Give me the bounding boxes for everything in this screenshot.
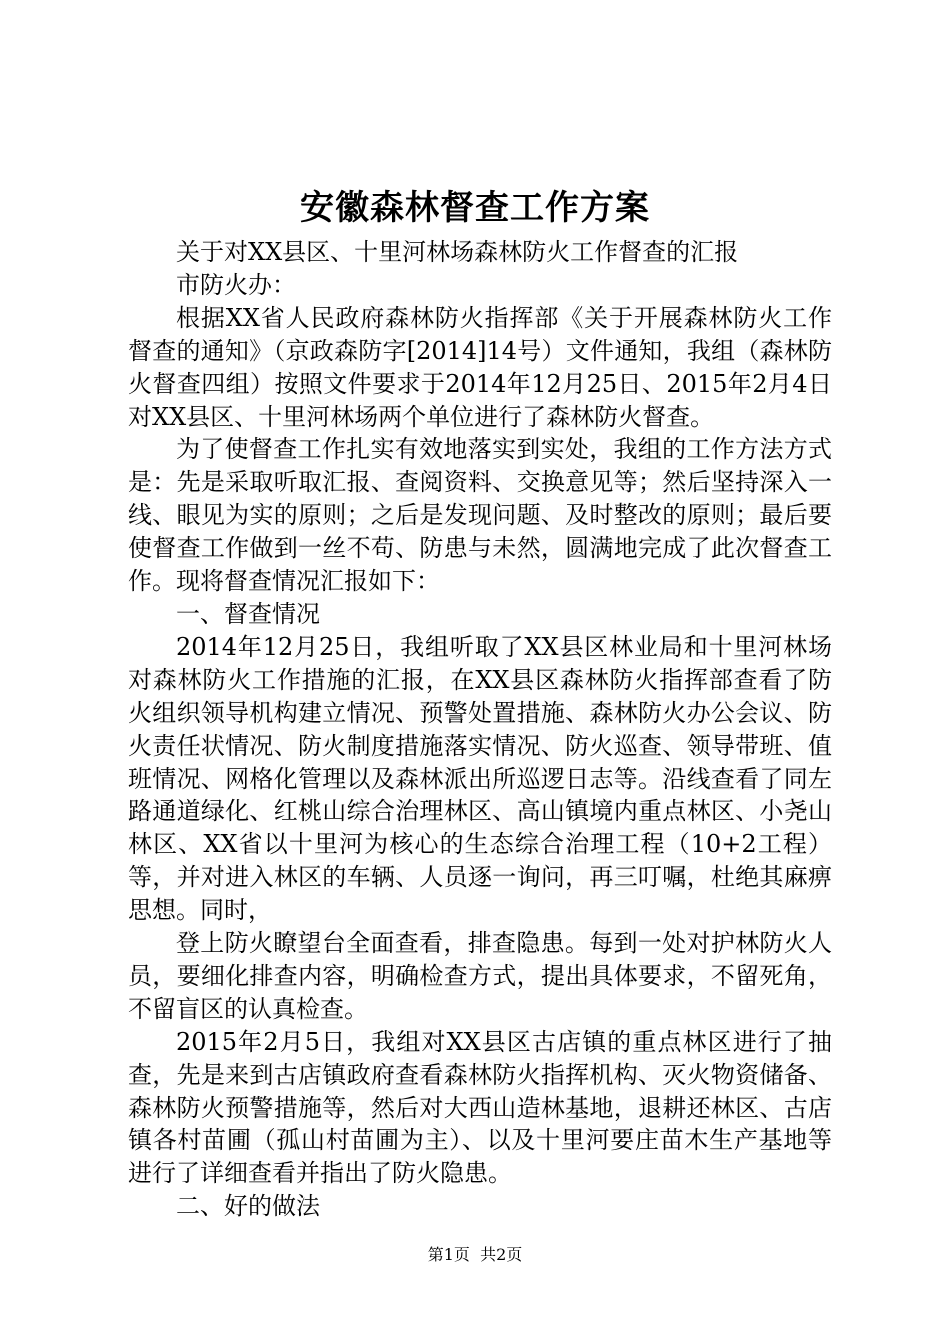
section-heading-2: 二、好的做法 (176, 1192, 320, 1221)
paragraph-inspection-dec: 2014年12月25日，我组听取了XX县区林业局和十里河林场对森林防火工作措施的汇报，在XX县区森林防火指挥部查看了防火组织领导机构建立情况、预警处置措施、森林防火办公会议、防火责任状情况、防火制度措施落实情况、防火巡查、领导带班、值班情况、网格化管理以及森林派出所巡逻日志等。沿线查看了同左路通道绿化、红桃山综合治理林区、高山镇境内重点林区、小尧山林区、XX省以十里河为核心的生态综合治理工程（10+2工程）等，并对进入林区的车辆、人员逐一询问，再三叮嘱，杜绝其麻痹思想。同时， (128, 632, 832, 925)
report-heading: 关于对XX县区、十里河林场森林防火工作督查的汇报 (176, 238, 739, 266)
paragraph-inspection-feb: 2015年2月5日，我组对XX县区古店镇的重点林区进行了抽查，先是来到古店镇政府查看森林防火指挥机构、灭火物资储备、森林防火预警措施等，然后对大西山造林基地，退耕还林区、古店镇各村苗圃（孤山村苗圃为主）、以及十里河要庄苗木生产基地等进行了详细查看并指出了防火隐患。 (128, 1027, 832, 1188)
page-footer (0, 1244, 950, 1266)
section-heading-1: 一、督查情况 (176, 599, 320, 628)
paragraph-background: 根据XX省人民政府森林防火指挥部《关于开展森林防火工作督查的通知》（京政森防字[2014]14号）文件通知，我组（森林防火督查四组）按照文件要求于2014年12月25日、2015年2月4日对XX县区、十里河林场两个单位进行了森林防火督查。 (128, 303, 832, 431)
addressee: 市防火办： (176, 270, 296, 299)
page-number: 第1页 (427, 1245, 470, 1264)
document-body (128, 236, 832, 1223)
page-total: 共2页 (480, 1245, 523, 1264)
document-title: 安徽森林督查工作方案 (300, 188, 650, 228)
paragraph-method: 为了使督查工作扎实有效地落实到实处，我组的工作方法方式是：先是采取听取汇报、查阅资料、交换意见等；然后坚持深入一线、眼见为实的原则；之后是发现问题、及时整改的原则；最后要使督查工作做到一丝不苟、防患与未然，圆满地完成了此次督查工作。现将督查情况汇报如下： (128, 435, 832, 596)
paragraph-watchtower: 登上防火瞭望台全面查看，排查隐患。每到一处对护林防火人员，要细化排查内容，明确检查方式，提出具体要求，不留死角，不留盲区的认真检查。 (128, 929, 832, 1023)
